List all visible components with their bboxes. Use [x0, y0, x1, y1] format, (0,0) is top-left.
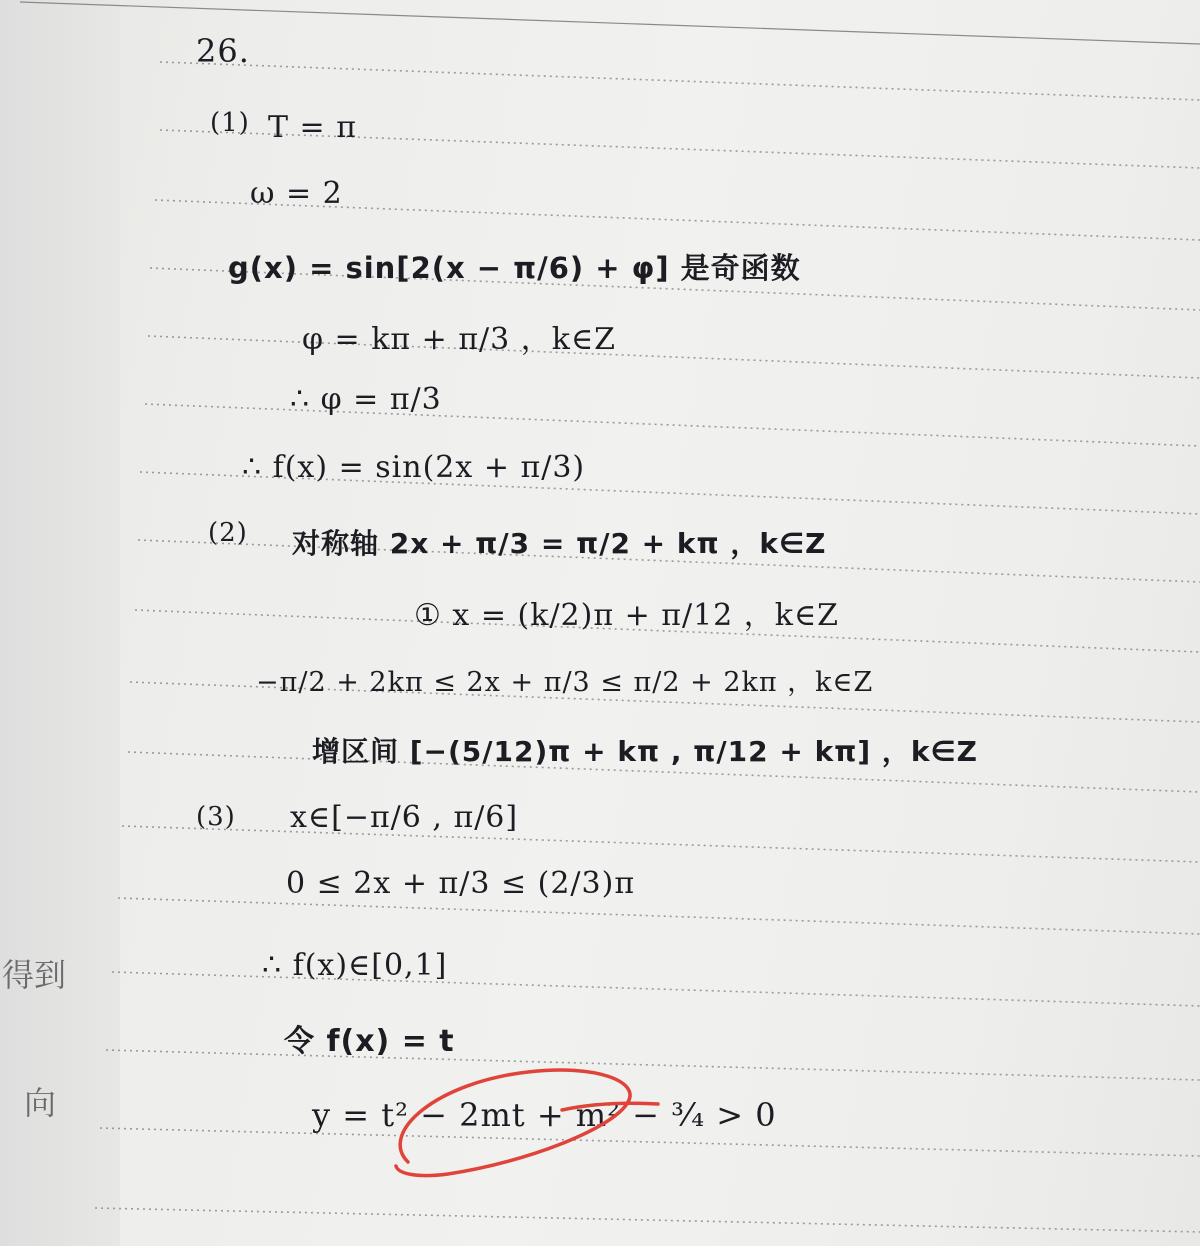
part3-line1: x∈[−π/6 , π/6] [290, 800, 519, 835]
part3-line5: y = t² − 2mt + m² − ³⁄₄ > 0 [312, 1096, 777, 1134]
part3-label: (3) [196, 802, 236, 832]
part2-line1: 对称轴 2x + π/3 = π/2 + kπ ，k∈Z [292, 527, 827, 560]
back-sheet-text-top: 得到 [2, 956, 67, 994]
red-circle-annotation [378, 1062, 638, 1180]
part3-line2: 0 ≤ 2x + π/3 ≤ (2/3)π [286, 866, 636, 901]
part3-line4: 令 f(x) = t [284, 1024, 455, 1059]
part1-line5: ∴ φ = π/3 [290, 382, 442, 417]
part2-label: (2) [208, 518, 248, 548]
part2-line4: 增区间 [−(5/12)π + kπ , π/12 + kπ] ，k∈Z [312, 735, 978, 768]
part1-line6: ∴ f(x) = sin(2x + π/3) [242, 450, 586, 485]
part1-line2: ω = 2 [250, 176, 343, 211]
strike-through-mark [560, 1098, 660, 1116]
problem-number: 26. [196, 32, 250, 70]
back-sheet-text-bottom: 向 [24, 1084, 57, 1122]
part1-line3: g(x) = sin[2(x − π/6) + φ] 是奇函数 [228, 251, 801, 285]
part1-label: (1) [210, 108, 250, 138]
part1-line1: T = π [268, 110, 357, 145]
part3-line3: ∴ f(x)∈[0,1] [262, 948, 448, 983]
part2-line2: ① x = (k/2)π + π/12 ，k∈Z [414, 598, 840, 633]
part1-line4: φ = kπ + π/3 ，k∈Z [302, 322, 616, 357]
part2-line3: −π/2 + 2kπ ≤ 2x + π/3 ≤ π/2 + 2kπ ，k∈Z [256, 667, 874, 698]
